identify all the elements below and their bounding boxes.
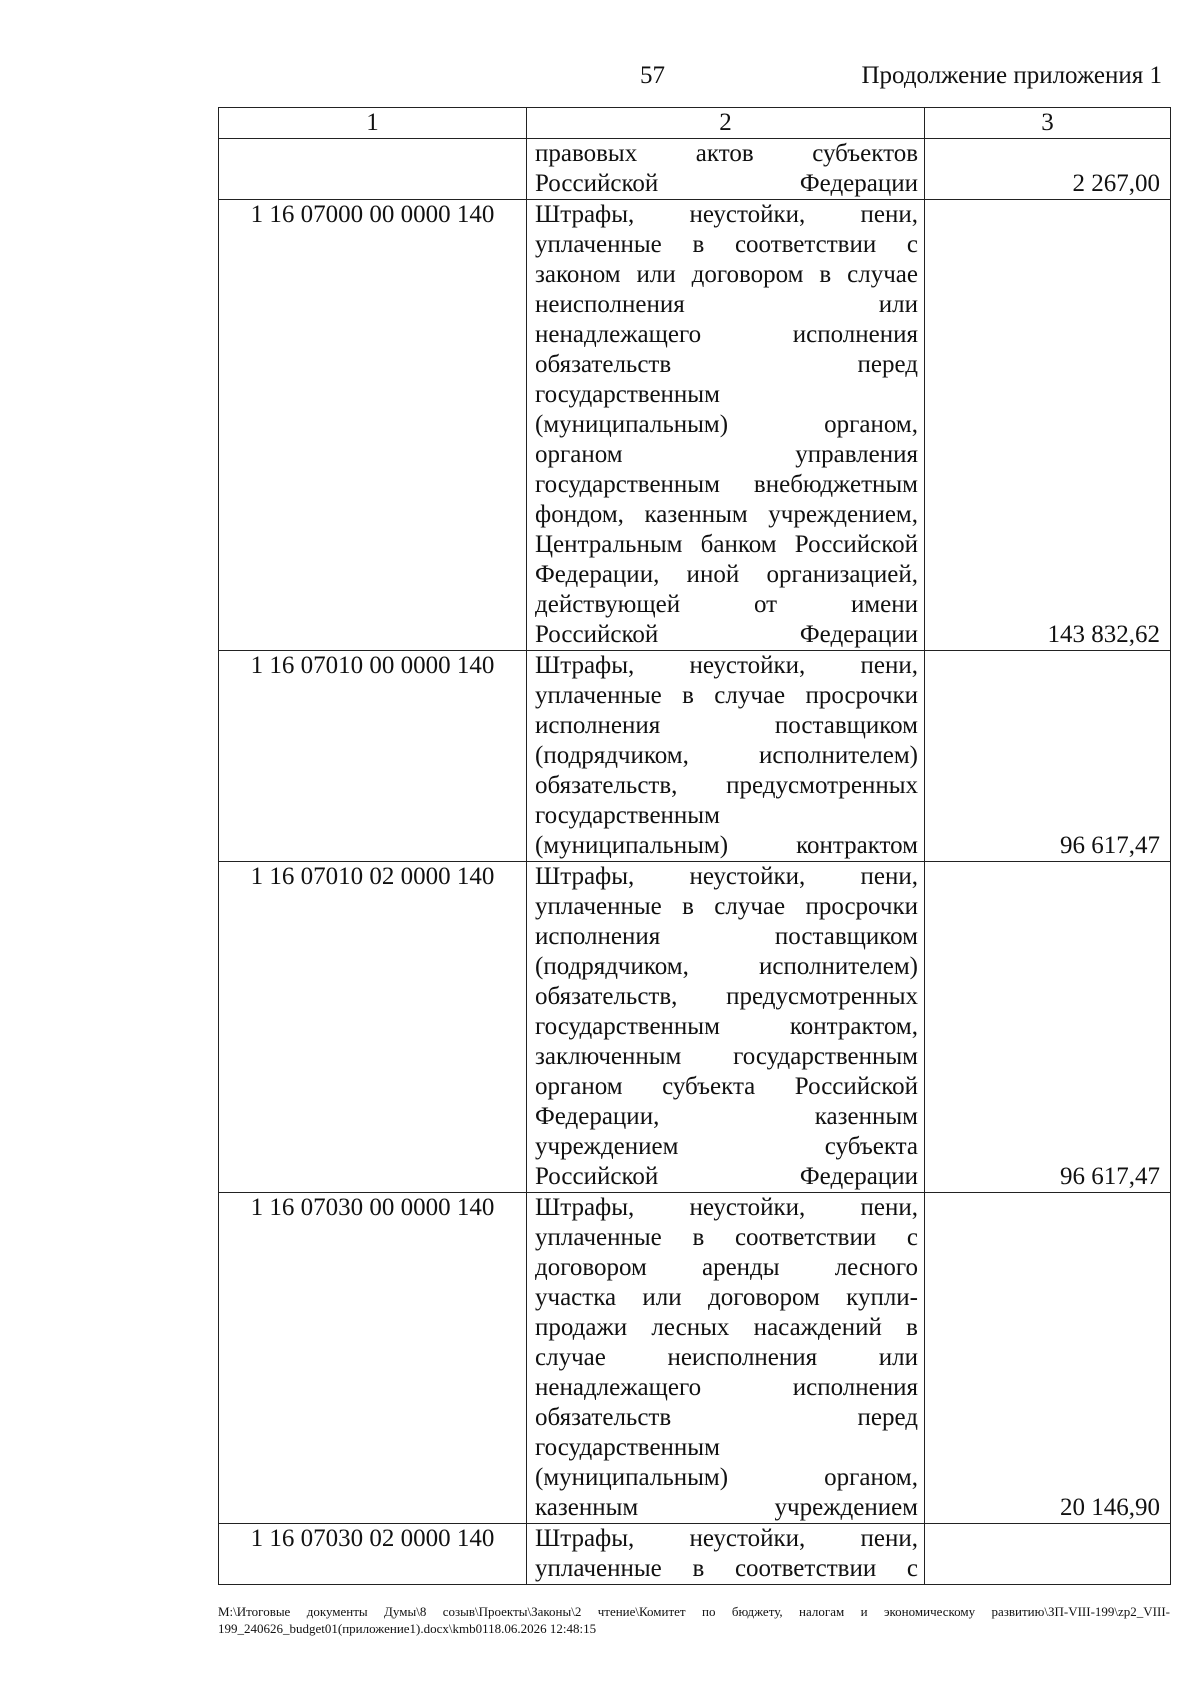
description-line: государственным контрактом, bbox=[535, 1013, 918, 1040]
budget-code-cell: 1 16 07010 00 0000 140 bbox=[219, 651, 527, 862]
table-body bbox=[219, 139, 1171, 1585]
description-line: исполнения поставщиком bbox=[535, 712, 918, 739]
description-line: уплаченные в соответствии с bbox=[535, 1555, 918, 1582]
description-cell bbox=[527, 862, 925, 1193]
description-cell bbox=[527, 1524, 925, 1585]
description-line: ненадлежащего исполнения bbox=[535, 321, 918, 348]
budget-code-cell: 1 16 07010 02 0000 140 bbox=[219, 862, 527, 1193]
description-line: уплаченные в случае просрочки bbox=[535, 893, 918, 920]
description-line: Штрафы, неустойки, пени, bbox=[535, 863, 918, 890]
budget-code-cell: 1 16 07000 00 0000 140 bbox=[219, 200, 527, 651]
description-line: ненадлежащего исполнения bbox=[535, 1374, 918, 1401]
table-row bbox=[219, 651, 1171, 862]
description-line: государственным bbox=[535, 802, 720, 829]
description-line: Российской Федерации bbox=[535, 621, 918, 648]
description-line: неисполнения или bbox=[535, 291, 918, 318]
continuation-note: Продолжение приложения 1 bbox=[861, 62, 1162, 89]
column-header-description: 2 bbox=[527, 108, 925, 139]
description-line: (муниципальным) органом, bbox=[535, 1464, 918, 1491]
description-line: обязательств перед bbox=[535, 1404, 918, 1431]
description-line: фондом, казенным учреждением, bbox=[535, 501, 918, 528]
description-line: Штрафы, неустойки, пени, bbox=[535, 652, 918, 679]
description-line: Российской Федерации bbox=[535, 1163, 918, 1190]
description-cell bbox=[527, 1193, 925, 1524]
description-line: договором аренды лесного bbox=[535, 1254, 918, 1281]
description-line: исполнения поставщиком bbox=[535, 923, 918, 950]
description-line: Центральным банком Российской bbox=[535, 531, 918, 558]
budget-table bbox=[218, 107, 1171, 1585]
budget-code-cell: 1 16 07030 02 0000 140 bbox=[219, 1524, 527, 1585]
table-row bbox=[219, 139, 1171, 200]
description-line: обязательств, предусмотренных bbox=[535, 983, 918, 1010]
description-line: государственным внебюджетным bbox=[535, 471, 918, 498]
amount-cell bbox=[925, 1524, 1171, 1585]
table-row bbox=[219, 1193, 1171, 1524]
description-cell bbox=[527, 200, 925, 651]
description-line: правовых актов субъектов bbox=[535, 140, 918, 167]
description-line: продажи лесных насаждений в bbox=[535, 1314, 918, 1341]
column-header-amount: 3 bbox=[925, 108, 1171, 139]
description-line: Штрафы, неустойки, пени, bbox=[535, 201, 918, 228]
description-line: Федерации, казенным bbox=[535, 1103, 918, 1130]
file-path-footer: M:\Итоговые документы Думы\8 созыв\Проекты\Законы\2 чтение\Комитет по бюджету, налогам и экономическому развитию\ЗП-VIII-199\zp2_VIII-199_240626_budget01(приложение1).docx\kmb0118.06.2026 12:48:15 bbox=[218, 1604, 1170, 1636]
description-cell bbox=[527, 139, 925, 200]
table-row bbox=[219, 1524, 1171, 1585]
amount-cell: 143 832,62 bbox=[925, 200, 1171, 651]
description-line: органом управления bbox=[535, 441, 918, 468]
description-line: уплаченные в случае просрочки bbox=[535, 682, 918, 709]
description-line: государственным bbox=[535, 381, 720, 408]
description-line: Штрафы, неустойки, пени, bbox=[535, 1194, 918, 1221]
amount-cell: 2 267,00 bbox=[925, 139, 1171, 200]
column-header-code: 1 bbox=[219, 108, 527, 139]
table-row bbox=[219, 200, 1171, 651]
description-line: случае неисполнения или bbox=[535, 1344, 918, 1371]
description-line: (муниципальным) органом, bbox=[535, 411, 918, 438]
amount-cell: 96 617,47 bbox=[925, 862, 1171, 1193]
description-cell bbox=[527, 651, 925, 862]
description-line: Федерации, иной организацией, bbox=[535, 561, 918, 588]
table-header-row bbox=[219, 108, 1171, 139]
description-line: обязательств, предусмотренных bbox=[535, 772, 918, 799]
description-line: действующей от имени bbox=[535, 591, 918, 618]
budget-code-cell: 1 16 07030 00 0000 140 bbox=[219, 1193, 527, 1524]
amount-cell: 20 146,90 bbox=[925, 1193, 1171, 1524]
description-line: заключенным государственным bbox=[535, 1043, 918, 1070]
table-row bbox=[219, 862, 1171, 1193]
description-line: (подрядчиком, исполнителем) bbox=[535, 742, 918, 769]
description-line: Российской Федерации bbox=[535, 170, 918, 197]
description-line: Штрафы, неустойки, пени, bbox=[535, 1525, 918, 1552]
description-line: государственным bbox=[535, 1434, 720, 1461]
description-line: казенным учреждением bbox=[535, 1494, 918, 1521]
description-line: (подрядчиком, исполнителем) bbox=[535, 953, 918, 980]
description-line: уплаченные в соответствии с bbox=[535, 231, 918, 258]
description-line: (муниципальным) контрактом bbox=[535, 832, 918, 859]
description-line: уплаченные в соответствии с bbox=[535, 1224, 918, 1251]
description-line: учреждением субъекта bbox=[535, 1133, 918, 1160]
description-line: органом субъекта Российской bbox=[535, 1073, 918, 1100]
amount-cell: 96 617,47 bbox=[925, 651, 1171, 862]
page-number: 57 bbox=[640, 62, 665, 89]
description-line: законом или договором в случае bbox=[535, 261, 918, 288]
description-line: участка или договором купли- bbox=[535, 1284, 918, 1311]
description-line: обязательств перед bbox=[535, 351, 918, 378]
budget-code-cell bbox=[219, 139, 527, 200]
